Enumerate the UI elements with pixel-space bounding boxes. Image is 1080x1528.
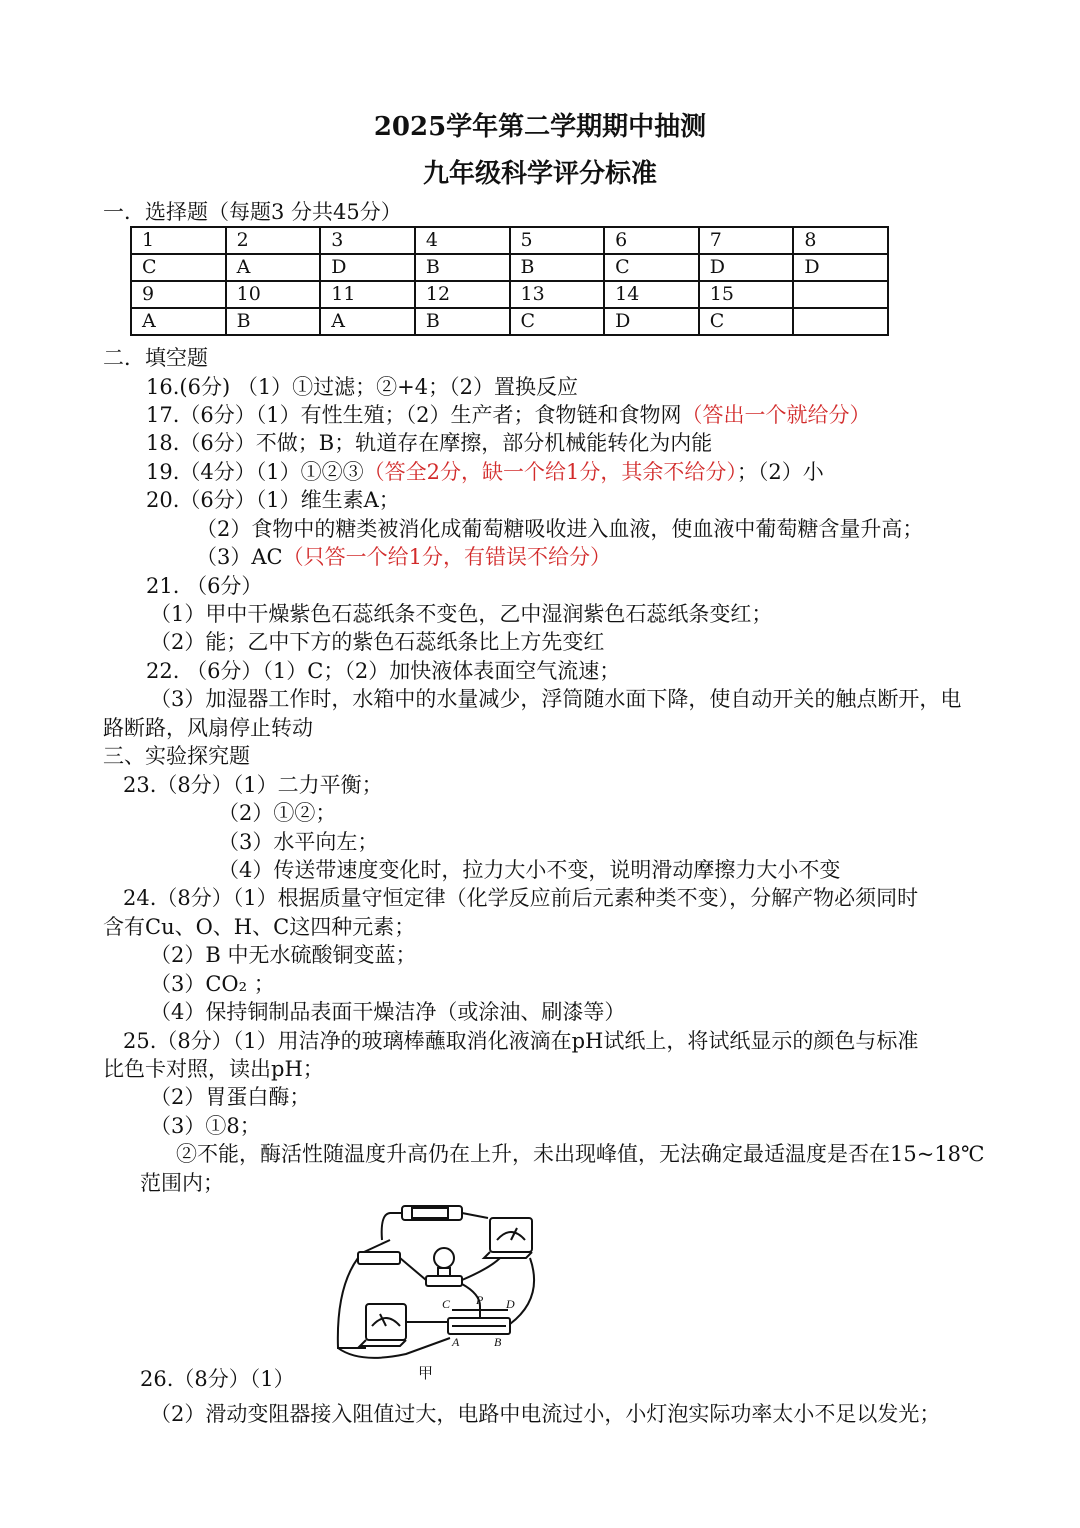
answer-cell: B	[415, 254, 510, 281]
answer-cell: A	[226, 254, 321, 281]
answer-q22-3-line2: 路断路，风扇停止转动	[103, 716, 313, 740]
voltmeter-icon	[484, 1218, 532, 1258]
rheostat-label-p: P	[476, 1293, 484, 1307]
wire	[400, 1258, 426, 1280]
rheostat-label-d: D	[506, 1297, 515, 1311]
question-number-cell: 13	[510, 281, 605, 308]
question-number-cell	[793, 281, 888, 308]
answer-q25-line1: 25.（8分）（1）用洁净的玻璃棒蘸取消化液滴在pH试纸上，将试纸显示的颜色与标准	[123, 1029, 919, 1053]
answer-q19	[146, 458, 824, 486]
answer-q20-3-text: （3）AC	[196, 545, 283, 569]
answer-q20-1: 20.（6分）（1）维生素A；	[146, 488, 400, 512]
answer-q23-4: （4）传送带速度变化时，拉力大小不变，说明滑动摩擦力大小不变	[218, 858, 841, 882]
answer-q20-3	[196, 543, 611, 571]
question-number-cell: 4	[415, 227, 510, 254]
answer-cell: D	[793, 254, 888, 281]
section-heading-choice: 一．选择题（每题3 分共45分）	[103, 200, 402, 224]
answer-q24-4: （4）保持铜制品表面干燥洁净（或涂油、刷漆等）	[150, 1000, 626, 1024]
question-number-row	[131, 227, 888, 254]
page-subtitle: 九年级科学评分标准	[422, 159, 657, 189]
answer-cell	[793, 308, 888, 335]
question-number-cell: 3	[320, 227, 415, 254]
answer-q25-3b: ②不能，酶活性随温度升高仍在上升，未出现峰值，无法确定最适温度是否在15~18℃	[176, 1142, 985, 1166]
answer-q20-3-note: （只答一个给1分，有错误不给分）	[282, 545, 611, 569]
rheostat-icon	[448, 1306, 510, 1334]
answer-q23: 23.（8分）（1）二力平衡；	[123, 773, 383, 797]
answer-cell: C	[699, 308, 794, 335]
answer-q26: 26.（8分）（1）	[140, 1367, 295, 1391]
answer-q19-text: 19.（4分）（1）①②③	[146, 460, 364, 484]
answer-cell: C	[604, 254, 699, 281]
answer-q24-3: （3）CO₂ ；	[150, 972, 275, 996]
switch-icon	[358, 1240, 400, 1264]
answer-q19-tail: ；（2）小	[736, 460, 824, 484]
question-number-cell: 11	[320, 281, 415, 308]
question-number-cell: 7	[699, 227, 794, 254]
question-number-cell: 2	[226, 227, 321, 254]
answer-q25-line2: 比色卡对照，读出pH；	[103, 1057, 324, 1081]
answer-q16: 16.(6分) （1）①过滤；②+4；（2）置换反应	[146, 375, 578, 399]
wire	[338, 1258, 366, 1348]
answer-cell: A	[320, 308, 415, 335]
answer-q21-2: （2）能；乙中下方的紫色石蕊纸条比上方先变红	[150, 630, 605, 654]
wire	[462, 1213, 488, 1218]
figure-caption: 甲	[418, 1364, 434, 1382]
wire	[510, 1258, 534, 1324]
answer-q24-2: （2）B 中无水硫酸铜变蓝；	[150, 943, 417, 967]
answer-row	[131, 308, 888, 335]
ammeter-icon	[360, 1304, 406, 1346]
question-number-cell: 5	[510, 227, 605, 254]
circuit-diagram	[330, 1198, 550, 1366]
answer-q19-note: （答全2分，缺一个给1分，其余不给分）	[363, 460, 737, 484]
answer-q24-line2: 含有Cu、O、H、C这四种元素；	[103, 915, 416, 939]
question-number-cell: 10	[226, 281, 321, 308]
page-title: 2025学年第二学期期中抽测	[373, 112, 707, 142]
answer-q17-text: 17.（6分）（1）有性生殖；（2）生产者；食物链和食物网	[146, 403, 682, 427]
answer-q23-3: （3）水平向左；	[218, 830, 379, 854]
answer-row	[131, 254, 888, 281]
question-number-cell: 15	[699, 281, 794, 308]
wire	[462, 1258, 500, 1280]
section-heading-experiment: 三、实验探究题	[103, 744, 250, 768]
question-number-cell: 12	[415, 281, 510, 308]
answer-cell: D	[604, 308, 699, 335]
bulb-icon	[426, 1248, 462, 1286]
answer-cell: C	[510, 308, 605, 335]
multiple-choice-answer-table	[130, 226, 889, 336]
answer-q23-2: （2）①②；	[218, 801, 337, 825]
question-number-cell: 14	[604, 281, 699, 308]
answer-q21: 21. （6分）	[146, 574, 263, 598]
question-number-cell: 8	[793, 227, 888, 254]
rheostat-label-a: A	[452, 1335, 460, 1349]
answer-cell: C	[131, 254, 226, 281]
answer-q25-2: （2）胃蛋白酶；	[150, 1085, 311, 1109]
section-heading-fill: 二．填空题	[103, 346, 208, 370]
answer-q24-line1: 24.（8分）（1）根据质量守恒定律（化学反应前后元素种类不变），分解产物必须同时	[123, 886, 919, 910]
answer-q17-note: （答出一个就给分）	[681, 403, 871, 427]
answer-cell: B	[415, 308, 510, 335]
answer-cell: B	[226, 308, 321, 335]
rheostat-label-b: B	[494, 1335, 502, 1349]
answer-q17	[146, 401, 870, 429]
answer-q22-3-line1: （3）加湿器工作时，水箱中的水量减少，浮筒随水面下降，使自动开关的触点断开，电	[150, 687, 962, 711]
answer-q20-2: （2）食物中的糖类被消化成葡萄糖吸收进入血液，使血液中葡萄糖含量升高；	[196, 517, 924, 541]
question-number-cell: 9	[131, 281, 226, 308]
answer-cell: A	[131, 308, 226, 335]
question-number-cell: 6	[604, 227, 699, 254]
answer-cell: B	[510, 254, 605, 281]
rheostat-label-c: C	[442, 1297, 451, 1311]
answer-q21-1: （1）甲中干燥紫色石蕊纸条不变色，乙中湿润紫色石蕊纸条变红；	[150, 602, 773, 626]
wire	[382, 1213, 402, 1240]
answer-q26-2: （2）滑动变阻器接入阻值过大，电路中电流过小，小灯泡实际功率太小不足以发光；	[150, 1402, 941, 1426]
answer-q22: 22. （6分）（1）C；（2）加快液体表面空气流速；	[146, 659, 621, 683]
question-number-cell: 1	[131, 227, 226, 254]
question-number-row	[131, 281, 888, 308]
answer-cell: D	[320, 254, 415, 281]
answer-cell: D	[699, 254, 794, 281]
answer-q25-3c: 范围内；	[140, 1171, 224, 1195]
answer-q25-3: （3）①8；	[150, 1114, 261, 1138]
answer-q18: 18.（6分）不做；B；轨道存在摩擦，部分机械能转化为内能	[146, 431, 713, 455]
